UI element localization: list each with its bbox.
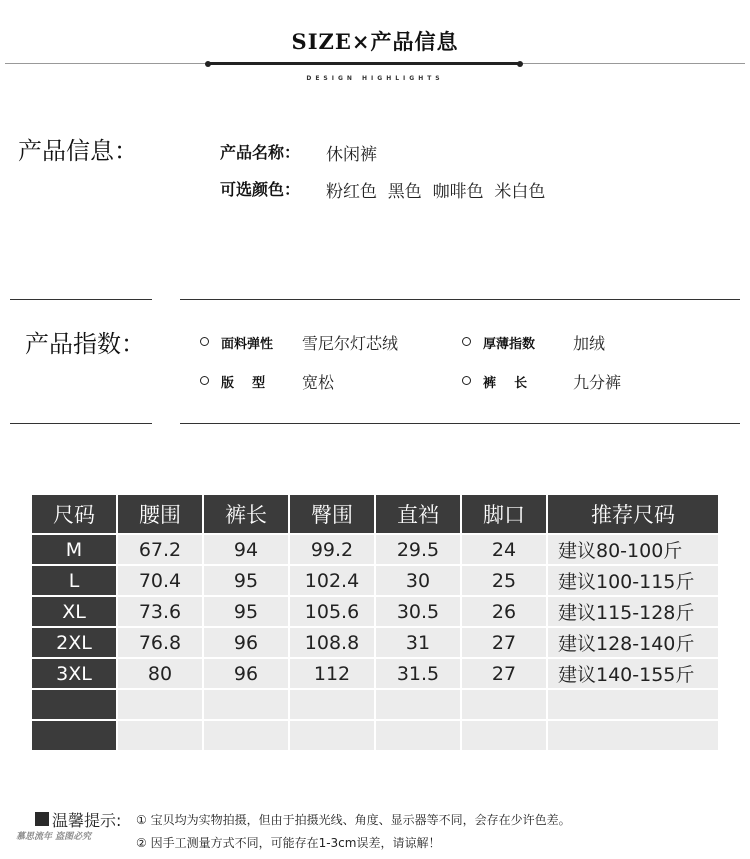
cell-recommended: 建议100-115斤: [548, 566, 718, 595]
cell-hip: 99.2: [290, 535, 374, 564]
cell-length: 96: [204, 659, 288, 688]
product-info-title: 产品信息：: [18, 137, 138, 165]
size-table: [30, 493, 720, 752]
bullet-icon: [462, 337, 471, 346]
header-hip: 臀围: [290, 495, 374, 533]
note-square-icon: [35, 812, 49, 826]
header-divider-accent: [208, 62, 520, 65]
index-label-fit: 版 型: [221, 376, 266, 391]
cell-empty: [118, 721, 202, 750]
cell-hip: 112: [290, 659, 374, 688]
section-divider-left-bottom: [10, 423, 152, 424]
header-size: 尺码: [32, 495, 116, 533]
cell-leg-opening: 27: [462, 659, 546, 688]
cell-hip: 102.4: [290, 566, 374, 595]
color-value: 粉红色 黑色 咖啡色 米白色: [326, 182, 546, 202]
table-row: [32, 659, 718, 688]
cell-recommended: 建议115-128斤: [548, 597, 718, 626]
watermark: 慕思流年 盗图必究: [16, 832, 92, 842]
header-rise: 直裆: [376, 495, 460, 533]
cell-hip: 108.8: [290, 628, 374, 657]
product-index-title: 产品指数：: [25, 330, 145, 358]
table-row: [32, 566, 718, 595]
cell-length: 95: [204, 597, 288, 626]
index-label-elasticity: 面料弹性: [221, 337, 274, 352]
header-subtitle: DESIGN HIGHLIGHTS: [306, 75, 444, 82]
cell-waist: 76.8: [118, 628, 202, 657]
row-size: L: [32, 566, 116, 595]
cell-rise: 30: [376, 566, 460, 595]
index-value-elasticity: 雪尼尔灯芯绒: [302, 334, 399, 353]
cell-empty: [548, 721, 718, 750]
cell-waist: 73.6: [118, 597, 202, 626]
cell-leg-opening: 25: [462, 566, 546, 595]
note-line-2: ② 因手工测量方式不同，可能存在1-3cm误差，请谅解！: [136, 836, 441, 850]
row-size: M: [32, 535, 116, 564]
cell-recommended: 建议140-155斤: [548, 659, 718, 688]
cell-empty: [290, 721, 374, 750]
section-divider-right-top: [180, 299, 740, 300]
cell-rise: 31.5: [376, 659, 460, 688]
table-row-empty: [32, 690, 718, 719]
table-row: [32, 597, 718, 626]
notes-title: 温馨提示:: [52, 811, 122, 830]
bullet-icon: [462, 376, 471, 385]
cell-length: 94: [204, 535, 288, 564]
row-size: [32, 721, 116, 750]
cell-empty: [462, 690, 546, 719]
divider-dot-left: [205, 61, 211, 67]
table-row: [32, 628, 718, 657]
index-label-length: 裤 长: [483, 376, 528, 391]
bullet-icon: [200, 376, 209, 385]
header-recommended: 推荐尺码: [548, 495, 718, 533]
section-divider-right-bottom: [180, 423, 740, 424]
index-value-thickness: 加绒: [573, 334, 606, 353]
cell-empty: [462, 721, 546, 750]
cell-rise: 29.5: [376, 535, 460, 564]
header-leg-opening: 脚口: [462, 495, 546, 533]
cell-leg-opening: 27: [462, 628, 546, 657]
cell-waist: 67.2: [118, 535, 202, 564]
cell-empty: [548, 690, 718, 719]
cell-leg-opening: 24: [462, 535, 546, 564]
cell-empty: [118, 690, 202, 719]
cell-waist: 70.4: [118, 566, 202, 595]
cell-empty: [376, 690, 460, 719]
cell-recommended: 建议80-100斤: [548, 535, 718, 564]
product-name-label: 产品名称：: [220, 143, 301, 162]
cell-empty: [376, 721, 460, 750]
cell-leg-opening: 26: [462, 597, 546, 626]
divider-dot-right: [517, 61, 523, 67]
table-row-empty: [32, 721, 718, 750]
page-title: SIZE×产品信息: [291, 29, 459, 54]
row-size: 3XL: [32, 659, 116, 688]
cell-empty: [204, 690, 288, 719]
index-value-length: 九分裤: [573, 373, 622, 392]
cell-hip: 105.6: [290, 597, 374, 626]
cell-length: 96: [204, 628, 288, 657]
section-divider-left-top: [10, 299, 152, 300]
row-size: 2XL: [32, 628, 116, 657]
cell-empty: [204, 721, 288, 750]
header-waist: 腰围: [118, 495, 202, 533]
row-size: XL: [32, 597, 116, 626]
index-label-thickness: 厚薄指数: [483, 337, 536, 352]
table-header-row: [32, 495, 718, 533]
index-value-fit: 宽松: [302, 373, 335, 392]
cell-empty: [290, 690, 374, 719]
product-name-value: 休闲裤: [326, 145, 377, 165]
cell-length: 95: [204, 566, 288, 595]
color-label: 可选颜色：: [220, 180, 301, 199]
cell-recommended: 建议128-140斤: [548, 628, 718, 657]
row-size: [32, 690, 116, 719]
table-row: [32, 535, 718, 564]
cell-rise: 30.5: [376, 597, 460, 626]
note-line-1: ① 宝贝均为实物拍摄，但由于拍摄光线、角度、显示器等不同，会存在少许色差。: [136, 813, 571, 827]
cell-rise: 31: [376, 628, 460, 657]
cell-waist: 80: [118, 659, 202, 688]
bullet-icon: [200, 337, 209, 346]
header-length: 裤长: [204, 495, 288, 533]
